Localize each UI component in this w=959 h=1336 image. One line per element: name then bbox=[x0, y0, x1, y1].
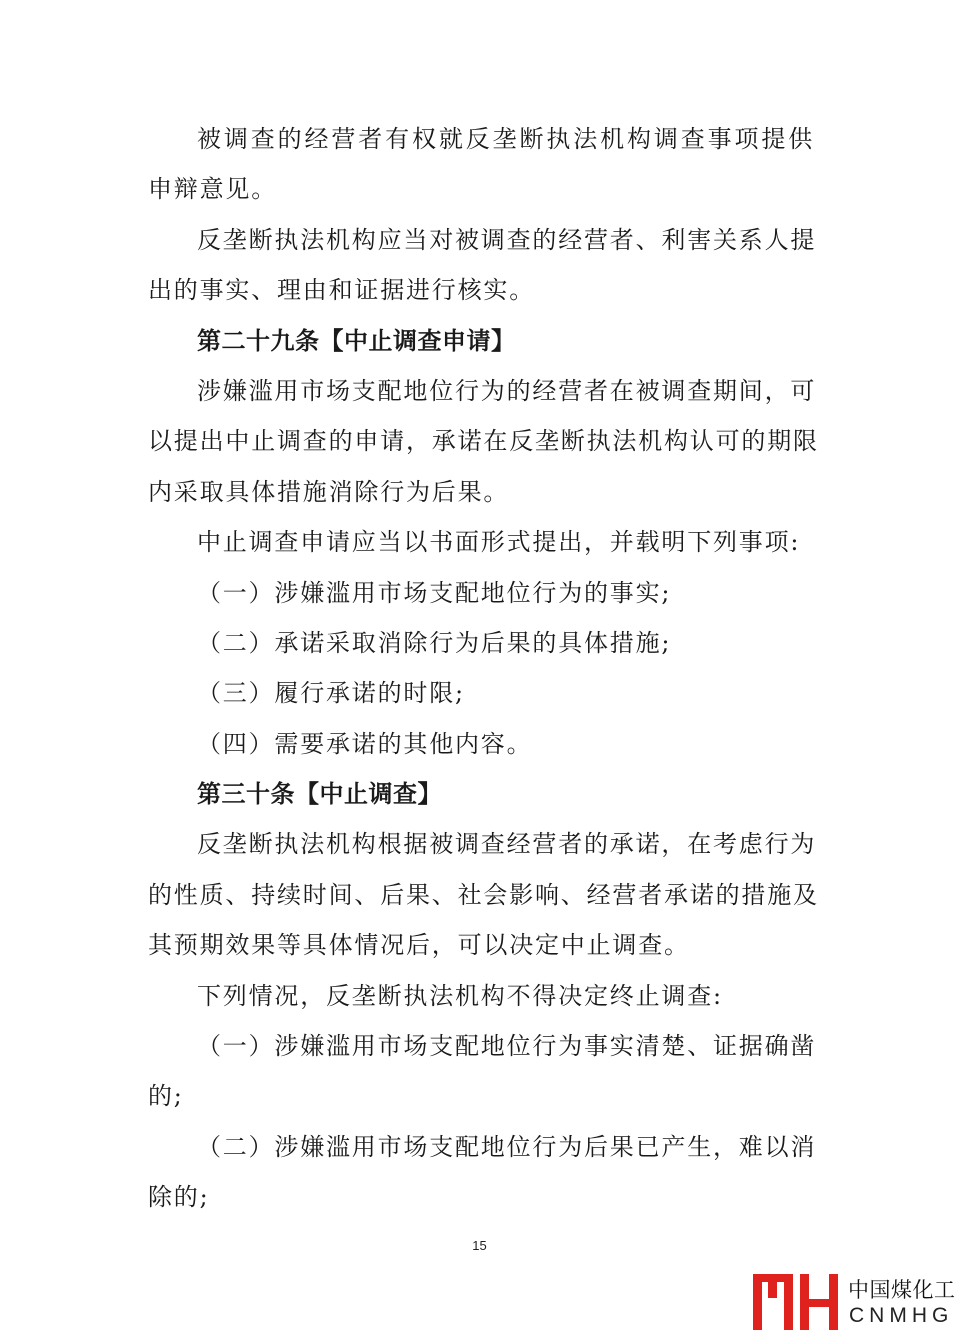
body-line: 以提出中止调查的申请，承诺在反垄断执法机构认可的期限 bbox=[148, 427, 819, 456]
list-item: （二）承诺采取消除行为后果的具体措施; bbox=[197, 628, 672, 657]
list-item-continuation: 除的; bbox=[148, 1183, 210, 1212]
list-item: （三）履行承诺的时限; bbox=[197, 679, 465, 708]
body-line: 中止调查申请应当以书面形式提出，并载明下列事项: bbox=[197, 528, 801, 557]
document-body bbox=[148, 114, 819, 1223]
list-item: （一）涉嫌滥用市场支配地位行为的事实; bbox=[197, 578, 672, 607]
list-item-continuation: 的; bbox=[148, 1082, 184, 1111]
body-line: 内采取具体措施消除行为后果。 bbox=[148, 477, 510, 506]
logo-text-en: CNMHG bbox=[849, 1304, 954, 1327]
page-number: 15 bbox=[472, 1238, 487, 1253]
logo-mark-icon bbox=[752, 1272, 842, 1332]
article-heading: 第二十九条【中止调查申请】 bbox=[197, 326, 516, 355]
logo-text-cn: 中国煤化工 bbox=[848, 1278, 956, 1302]
body-line: 涉嫌滥用市场支配地位行为的经营者在被调查期间，可 bbox=[197, 376, 817, 405]
body-line: 的性质、持续时间、后果、社会影响、经营者承诺的措施及 bbox=[148, 880, 819, 909]
body-line: 被调查的经营者有权就反垄断执法机构调查事项提供 bbox=[197, 125, 814, 153]
body-line: 申辩意见。 bbox=[148, 175, 277, 204]
list-item: （四）需要承诺的其他内容。 bbox=[197, 729, 533, 758]
body-line: 反垄断执法机构根据被调查经营者的承诺，在考虑行为 bbox=[197, 830, 817, 859]
watermark-logo bbox=[752, 1272, 956, 1332]
body-line: 出的事实、理由和证据进行核实。 bbox=[148, 276, 535, 305]
list-item: （一）涉嫌滥用市场支配地位行为事实清楚、证据确凿 bbox=[197, 1032, 817, 1061]
body-line: 下列情况，反垄断执法机构不得决定终止调查: bbox=[197, 981, 723, 1010]
article-heading: 第三十条【中止调查】 bbox=[197, 780, 442, 809]
body-line: 反垄断执法机构应当对被调查的经营者、利害关系人提 bbox=[197, 225, 817, 254]
list-item: （二）涉嫌滥用市场支配地位行为后果已产生，难以消 bbox=[197, 1132, 817, 1161]
body-line: 其预期效果等具体情况后，可以决定中止调查。 bbox=[148, 931, 690, 960]
